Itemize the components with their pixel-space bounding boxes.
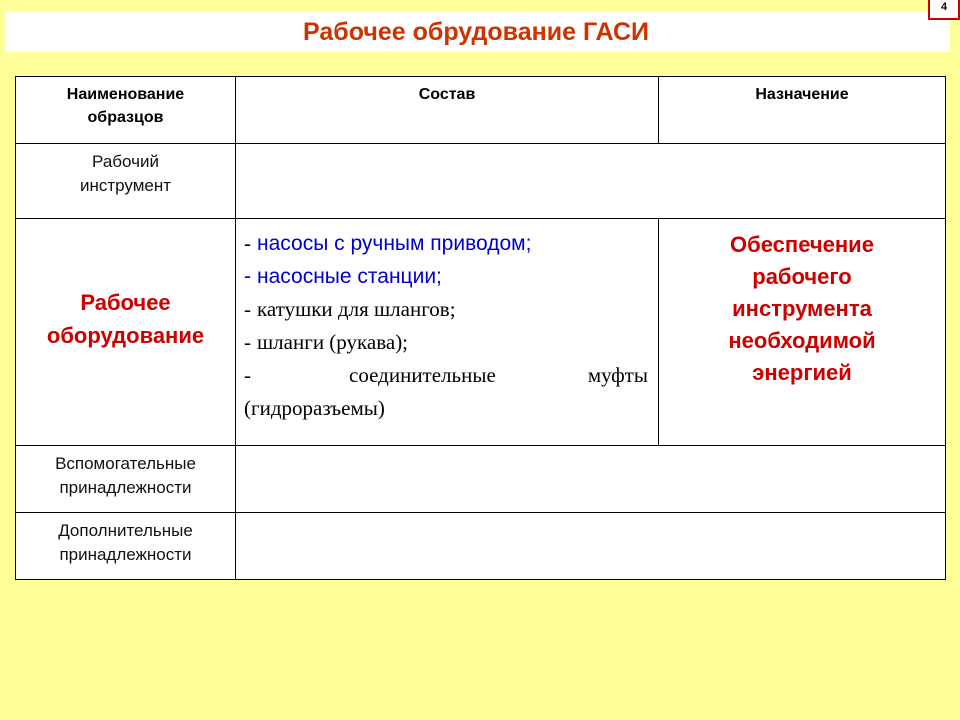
table-row <box>16 446 946 513</box>
empty-cell <box>236 513 946 580</box>
composition-text: шланги (рукава); <box>257 330 409 354</box>
purpose-line: инструмента <box>732 296 872 321</box>
empty-cell <box>236 144 946 219</box>
composition-item <box>244 326 648 359</box>
dash-marker: - <box>244 297 251 321</box>
composition-text: (гидроразъемы) <box>244 396 385 420</box>
equipment-table <box>15 76 946 580</box>
header-cell-composition: Состав <box>236 77 659 144</box>
composition-item <box>244 359 648 392</box>
composition-text: муфты <box>587 363 648 387</box>
table-header-row <box>16 77 946 144</box>
row-name-cell <box>16 513 236 580</box>
row-name-line: принадлежности <box>59 545 192 564</box>
title-bar <box>6 12 950 52</box>
slide-title: Рабочее обрудование ГАСИ <box>303 17 649 46</box>
row-name-cell <box>16 446 236 513</box>
row-name-line: Дополнительные <box>58 521 193 540</box>
purpose-cell <box>659 219 946 446</box>
composition-item <box>244 293 648 326</box>
row-name-line: Рабочий <box>92 152 159 171</box>
composition-text: катушки для шлангов; <box>257 297 456 321</box>
composition-item <box>244 260 648 293</box>
purpose-line: рабочего <box>752 264 852 289</box>
header-cell-name: Наименование образцов <box>16 77 236 144</box>
composition-text: насосные станции; <box>257 265 442 288</box>
empty-cell <box>236 446 946 513</box>
composition-item <box>244 227 648 260</box>
page-number-badge: 4 <box>928 0 960 20</box>
composition-text: насосы с ручным приводом; <box>257 232 532 255</box>
row-name-line: оборудование <box>46 323 205 348</box>
purpose-line: энергией <box>752 360 852 385</box>
row-name-line: принадлежности <box>59 478 192 497</box>
dash-marker: - <box>244 231 251 255</box>
purpose-line: Обеспечение <box>730 232 874 257</box>
row-name-line: инструмент <box>79 176 172 195</box>
dash-marker: - <box>244 330 251 354</box>
row-name-cell <box>16 144 236 219</box>
table-row <box>16 219 946 446</box>
composition-cell <box>236 219 659 446</box>
composition-item <box>244 392 648 425</box>
row-name-line: Рабочее <box>80 290 171 315</box>
composition-text: соединительные <box>349 363 496 387</box>
table-row <box>16 144 946 219</box>
table-row <box>16 513 946 580</box>
header-cell-purpose: Назначение <box>659 77 946 144</box>
purpose-line: необходимой <box>728 328 876 353</box>
row-name-cell-highlight <box>16 219 236 446</box>
row-name-line: Вспомогательные <box>55 454 196 473</box>
dash-marker: - <box>244 265 251 288</box>
dash-marker: - <box>244 363 251 387</box>
